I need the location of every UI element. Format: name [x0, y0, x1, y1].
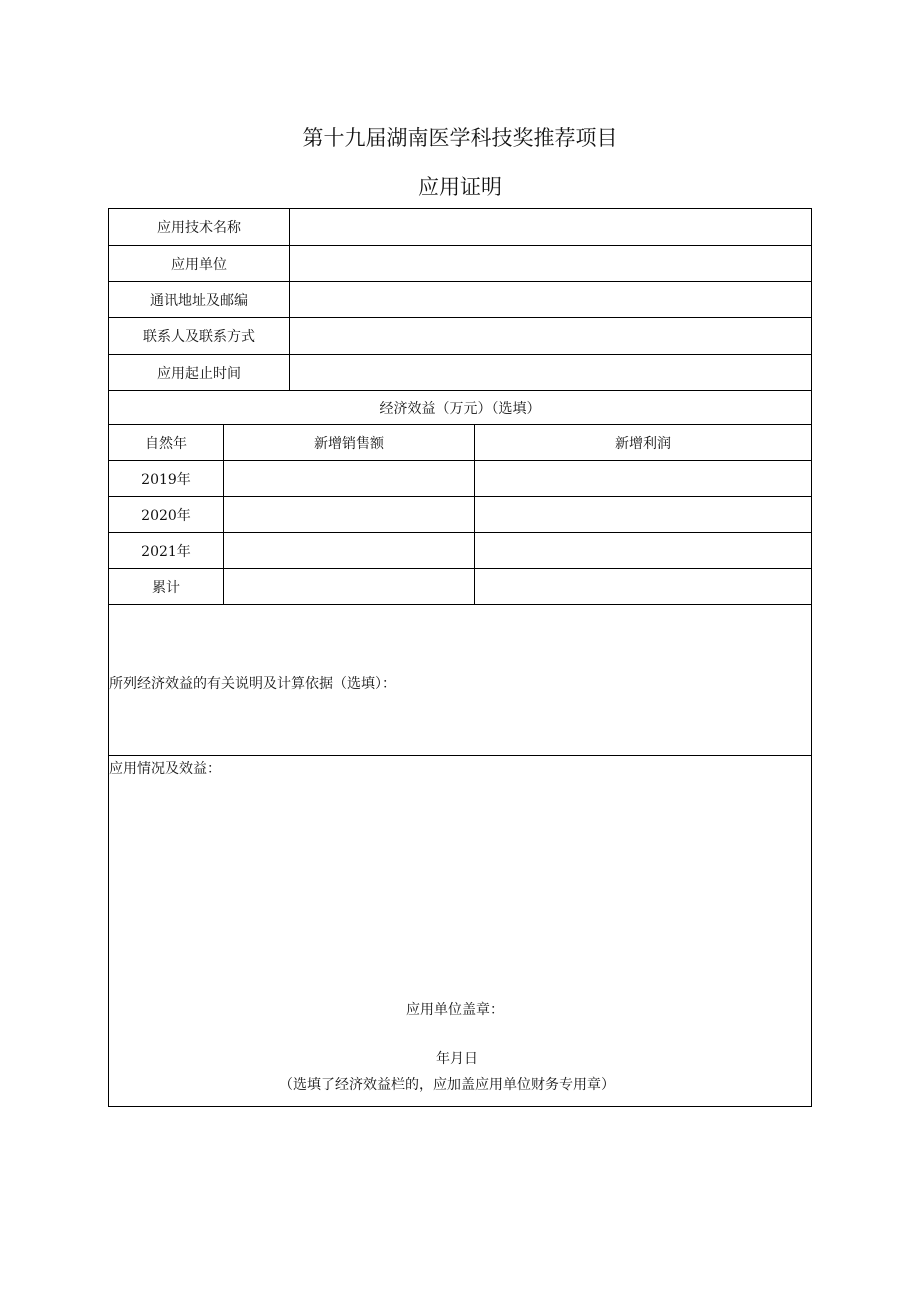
- sales-2021-field[interactable]: [224, 533, 474, 568]
- field-label-tech-name: 应用技术名称: [157, 220, 241, 236]
- economic-benefit-header: 经济效益（万元）（选填）: [379, 400, 541, 417]
- application-situation-area[interactable]: [109, 779, 811, 989]
- period-field[interactable]: [290, 355, 811, 390]
- application-certificate-form: [108, 208, 812, 1107]
- column-header-sales: 新增销售额: [314, 435, 384, 452]
- profit-cumulative-field[interactable]: [475, 569, 811, 604]
- seal-label: 应用单位盖章：: [406, 1002, 504, 1018]
- row-divider: [109, 755, 811, 756]
- row-cumulative: 累计: [152, 579, 180, 596]
- field-label-unit: 应用单位: [171, 256, 227, 273]
- date-label: 年月日: [436, 1051, 478, 1067]
- contact-field[interactable]: [290, 318, 811, 354]
- row-year-2021: 2021年: [141, 543, 191, 560]
- address-field[interactable]: [290, 282, 811, 317]
- sales-cumulative-field[interactable]: [224, 569, 474, 604]
- document-title: 第十九届湖南医学科技奖推荐项目: [302, 126, 618, 150]
- sales-2020-field[interactable]: [224, 497, 474, 532]
- row-year-2019: 2019年: [141, 471, 191, 488]
- field-label-contact: 联系人及联系方式: [143, 329, 255, 345]
- calculation-basis-area[interactable]: [109, 605, 811, 755]
- application-situation-label: 应用情况及效益：: [109, 761, 221, 777]
- profit-2019-field[interactable]: [475, 461, 811, 496]
- profit-2020-field[interactable]: [475, 497, 811, 532]
- sales-2019-field[interactable]: [224, 461, 474, 496]
- field-label-period: 应用起止时间: [157, 365, 241, 382]
- seal-note: （选填了经济效益栏的，应加盖应用单位财务专用章）: [279, 1077, 615, 1093]
- row-year-2020: 2020年: [141, 507, 191, 524]
- tech-name-field[interactable]: [290, 209, 811, 245]
- field-label-address: 通讯地址及邮编: [150, 292, 248, 309]
- column-header-year: 自然年: [145, 435, 187, 452]
- profit-2021-field[interactable]: [475, 533, 811, 568]
- calculation-basis-label: 所列经济效益的有关说明及计算依据（选填）：: [109, 676, 396, 692]
- column-header-profit: 新增利润: [615, 435, 671, 452]
- unit-field[interactable]: [290, 246, 811, 281]
- document-subtitle: 应用证明: [418, 175, 502, 199]
